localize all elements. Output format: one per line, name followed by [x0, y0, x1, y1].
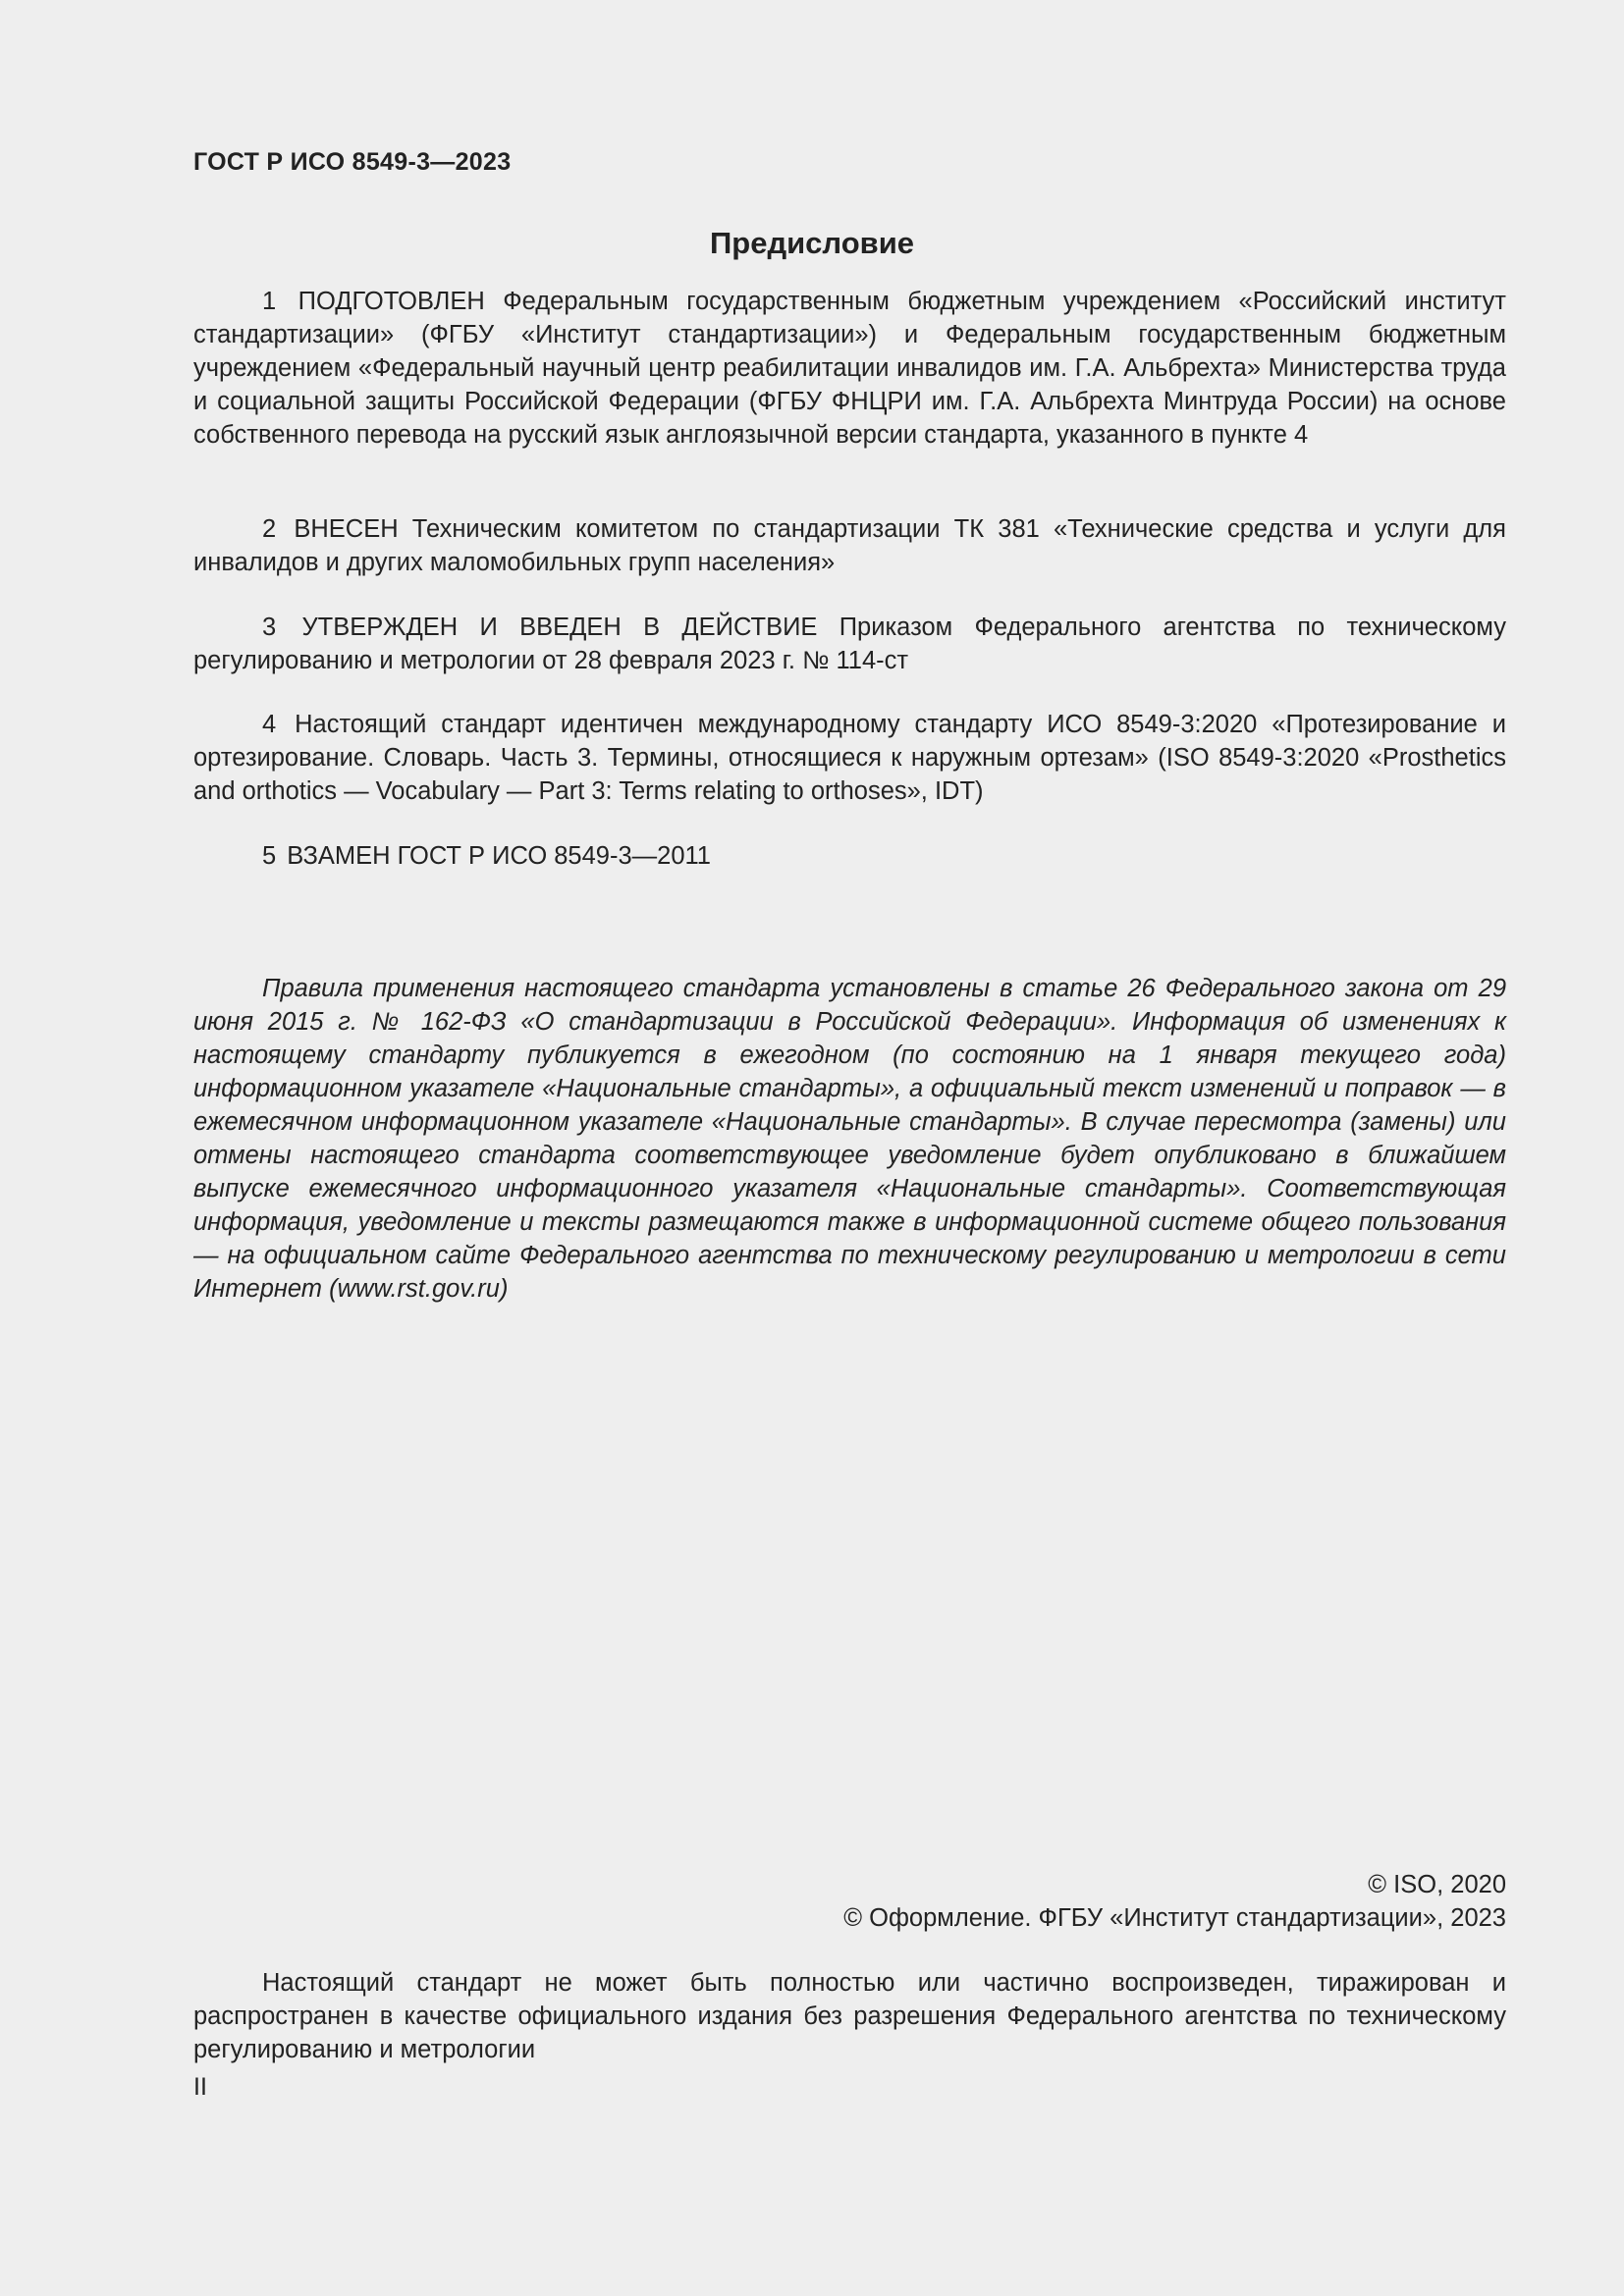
- document-code: ГОСТ Р ИСО 8549-3—2023: [193, 148, 512, 176]
- copyright-iso: © ISO, 2020: [1368, 1871, 1506, 1898]
- reproduction-notice: Настоящий стандарт не может быть полностью или частично воспроизведен, тиражирован и распространен в качестве официального издания без разрешения Федерального агентства по техническому регулированию и метрологии: [193, 1969, 1506, 2063]
- item-number: 1: [262, 288, 277, 315]
- item-number: 4: [262, 711, 277, 738]
- rules-notice: Правила применения настоящего стандарта установлены в статье 26 Федерального закона от 29 июня 2015 г. № 162-ФЗ «О стандартизации в Российской Федерации». Информация об изменениях к настоящему стандарту публикуется в ежегодном (по состоянию на 1 января текущего года) информационном указателе «Национальные стандарты», а официальный текст изменений и поправок — в ежемесячном информационном указателе «Национальные стандарты». В случае пересмотра (замены) или отмены настоящего стандарта соответствующее уведомление будет опубликовано в ближайшем выпуске ежемесячного информационного указателя «Национальные стандарты». Соответствующая информация, уведомление и тексты размещаются также в информационной системе общего пользования — на официальном сайте Федерального агентства по техническому регулированию и метрологии в сети Интернет (www.rst.gov.ru): [193, 975, 1506, 1303]
- item-text: ВНЕСЕН Техническим комитетом по стандартизации ТК 381 «Технические средства и услуги для инвалидов и других маломобильных групп населения»: [193, 515, 1506, 576]
- page-number: II: [193, 2073, 207, 2101]
- copyright-design: © Оформление. ФГБУ «Институт стандартизации», 2023: [843, 1904, 1506, 1932]
- item-number: 5: [262, 842, 277, 870]
- foreword-title: Предисловие: [709, 226, 914, 260]
- foreword-item-5: [193, 839, 1506, 873]
- foreword-item-2: [193, 512, 1506, 579]
- item-number: 3: [262, 614, 277, 641]
- foreword-item-1: [193, 285, 1506, 452]
- item-text: Настоящий стандарт идентичен международному стандарту ИСО 8549-3:2020 «Протезирование и ортезирование. Словарь. Часть 3. Термины, относящиеся к наружным ортезам» (ISO 8549-3:2020 «Prosthetics and orthotics — Vocabulary — Part 3: Terms relating to orthoses», IDT): [193, 711, 1506, 805]
- foreword-item-3: [193, 611, 1506, 677]
- item-number: 2: [262, 515, 277, 543]
- foreword-item-4: [193, 708, 1506, 808]
- item-text: УТВЕРЖДЕН И ВВЕДЕН В ДЕЙСТВИЕ Приказом Федерального агентства по техническому регулированию и метрологии от 28 февраля 2023 г. № 114-ст: [193, 614, 1506, 674]
- item-text: ПОДГОТОВЛЕН Федеральным государственным бюджетным учреждением «Российский институт стандартизации» (ФГБУ «Институт стандартизации») и Федеральным государственным бюджетным учреждением «Федеральный научный центр реабилитации инвалидов им. Г.А. Альбрехта» Министерства труда и социальной защиты Российской Федерации (ФГБУ ФНЦРИ им. Г.А. Альбрехта Минтруда России) на основе собственного перевода на русский язык англоязычной версии стандарта, указанного в пункте 4: [193, 288, 1506, 449]
- item-text: ВЗАМЕН ГОСТ Р ИСО 8549-3—2011: [287, 842, 711, 870]
